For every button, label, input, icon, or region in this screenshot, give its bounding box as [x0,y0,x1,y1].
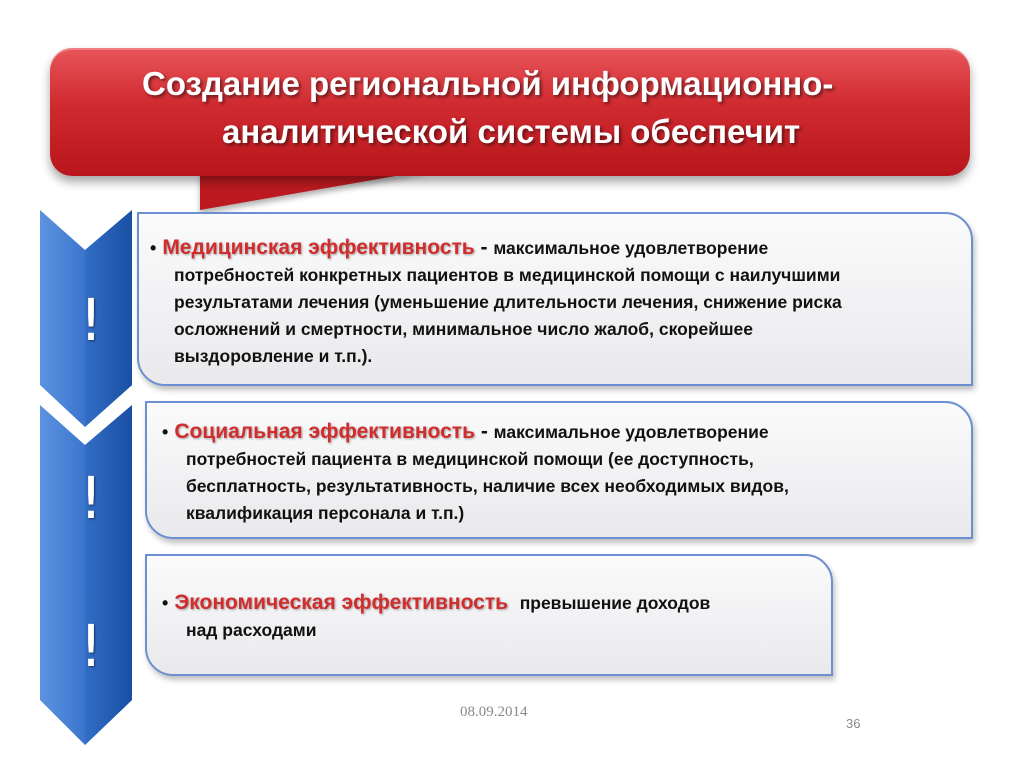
item-text-line: максимальное удовлетворение [493,422,769,442]
item-text-line: превышение доходов [519,593,711,613]
exclamation-icon-1: ! [79,286,103,354]
item-text-line: квалификация персонала и т.п.) [186,503,465,523]
slide-title-line-1: Создание региональной информационно- [142,65,834,102]
bullet-icon: • [162,593,169,613]
term-social: Социальная эффективность [174,420,475,443]
slide-title-line-2: аналитической системы обеспечит [222,113,801,150]
exclamation-icon-2: ! [79,464,103,532]
item-text-line: выздоровление и т.п.). [174,346,373,366]
item-text-line: над расходами [186,620,317,640]
list-item-social [162,418,952,527]
separator: - [474,420,494,443]
exclamation-icon-3: ! [79,612,103,680]
bullet-icon: • [150,238,157,258]
term-medical: Медицинская эффективность [162,236,475,259]
item-text-line: потребностей пациента в медицинской помощи (ее доступность, [186,449,754,469]
bullet-icon: • [162,422,169,442]
item-text-line: бесплатность, результативность, наличие всех необходимых видов, [186,476,789,496]
page-number: 36 [846,716,861,731]
item-text-line: осложнений и смертности, минимальное число жалоб, скорейшее [174,319,754,339]
list-item-economic [162,589,822,644]
item-text-line: максимальное удовлетворение [493,238,769,258]
item-text-line: результатами лечения (уменьшение длительности лечения, снижение риска [174,292,842,312]
footer-date: 08.09.2014 [460,704,528,720]
term-economic: Экономическая эффективность [174,591,509,614]
slide-title [50,60,970,156]
list-item-medical [150,234,950,370]
title-banner-tail [200,170,430,210]
item-text-line: потребностей конкретных пациентов в медицинской помощи с наилучшими [174,265,841,285]
separator: - [474,236,494,259]
separator [508,591,520,614]
